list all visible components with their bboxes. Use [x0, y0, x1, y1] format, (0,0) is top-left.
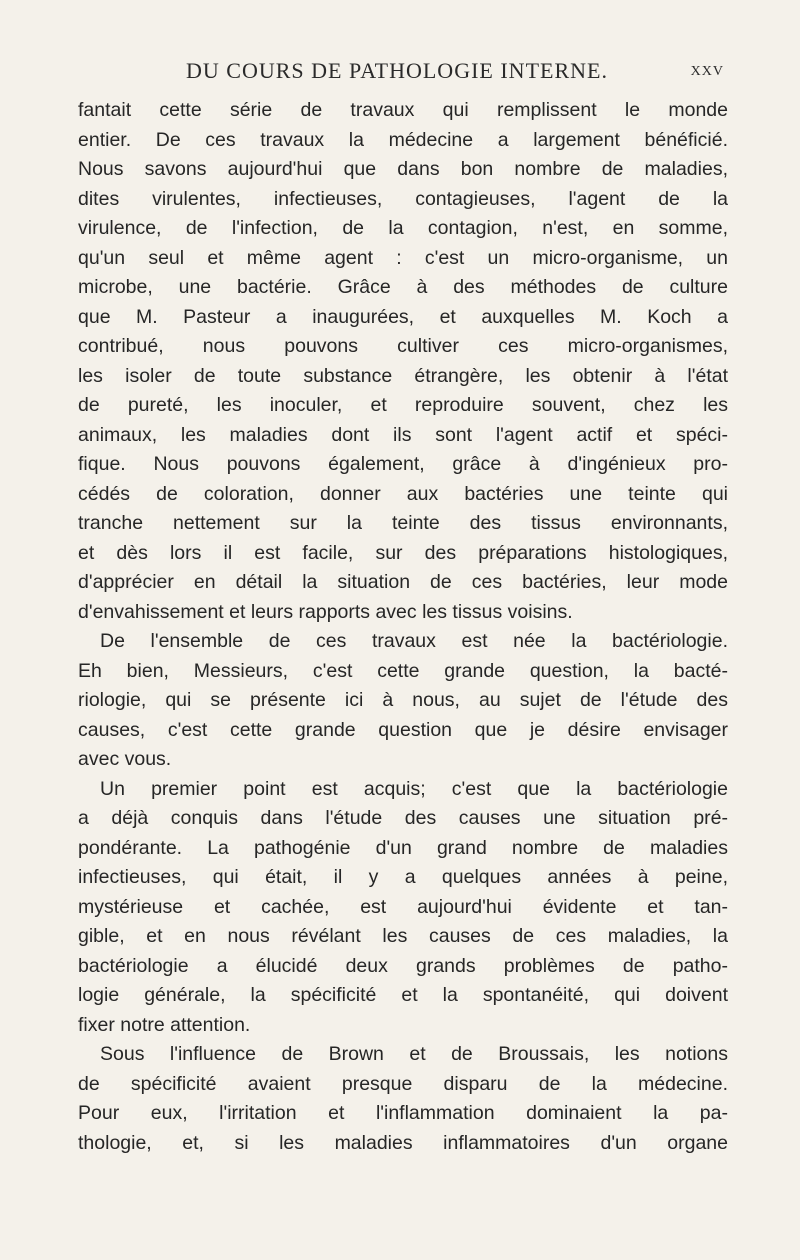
paragraph: [78, 627, 728, 775]
text-line: tranche nettement sur la teinte des tissus environnants,: [78, 512, 728, 534]
text-line: mystérieuse et cachée, est aujourd'hui évidente et tan-: [78, 895, 728, 918]
text-line: dites virulentes, infectieuses, contagieuses, l'agent de la: [78, 187, 728, 210]
text-line: logie générale, la spécificité et la spontanéité, qui doivent: [78, 984, 728, 1006]
paragraph: [78, 1040, 728, 1158]
text-line: d'envahissement et leurs rapports avec les tissus voisins.: [78, 600, 573, 623]
text-line: Sous l'influence de Brown et de Broussais, les notions: [100, 1043, 728, 1065]
text-line: que M. Pasteur a inaugurées, et auxquelles M. Koch a: [78, 305, 728, 328]
text-line: d'apprécier en détail la situation de ces bactéries, leur mode: [78, 571, 728, 593]
text-line: thologie, et, si les maladies inflammatoires d'un organe: [78, 1131, 728, 1154]
paragraph: [78, 775, 728, 1041]
text-line: entier. De ces travaux la médecine a largement bénéficié.: [78, 128, 728, 151]
text-line: de pureté, les inoculer, et reproduire souvent, chez les: [78, 394, 728, 416]
text-line: fixer notre attention.: [78, 1013, 251, 1036]
text-line: contribué, nous pouvons cultiver ces micro-organismes,: [78, 335, 728, 357]
text-line: fique. Nous pouvons également, grâce à d'ingénieux pro-: [78, 453, 728, 475]
text-line: a déjà conquis dans l'étude des causes une situation pré-: [78, 807, 728, 829]
text-line: gible, et en nous révélant les causes de ces maladies, la: [78, 925, 728, 947]
text-line: animaux, les maladies dont ils sont l'agent actif et spéci-: [78, 423, 728, 446]
text-line: qu'un seul et même agent : c'est un micro-organisme, un: [78, 246, 728, 269]
text-line: microbe, une bactérie. Grâce à des méthodes de culture: [78, 276, 728, 298]
text-line: avec vous.: [78, 748, 172, 770]
text-line: cédés de coloration, donner aux bactéries une teinte qui: [78, 482, 728, 505]
text-line: Pour eux, l'irritation et l'inflammation dominaient la pa-: [78, 1102, 728, 1124]
text-line: fantait cette série de travaux qui remplissent le monde: [78, 99, 728, 121]
paragraph: [78, 96, 728, 627]
page-number: XXV: [690, 64, 724, 79]
text-line: Eh bien, Messieurs, c'est cette grande question, la bacté-: [78, 659, 728, 682]
text-line: riologie, qui se présente ici à nous, au sujet de l'étude des: [78, 689, 728, 711]
text-line: pondérante. La pathogénie d'un grand nombre de maladies: [78, 836, 728, 859]
text-line: De l'ensemble de ces travaux est née la bactériologie.: [100, 630, 728, 652]
body-text: [78, 96, 728, 1158]
text-line: infectieuses, qui était, il y a quelques années à peine,: [78, 866, 728, 888]
text-line: causes, c'est cette grande question que je désire envisager: [78, 718, 728, 741]
text-line: virulence, de l'infection, de la contagion, n'est, en somme,: [78, 217, 728, 239]
text-line: Nous savons aujourd'hui que dans bon nombre de maladies,: [78, 158, 728, 180]
text-line: et dès lors il est facile, sur des préparations histologiques,: [78, 541, 728, 564]
text-line: Un premier point est acquis; c'est que la bactériologie: [100, 777, 728, 800]
header-title: DU COURS DE PATHOLOGIE INTERNE.: [186, 58, 608, 83]
text-line: les isoler de toute substance étrangère, les obtenir à l'état: [78, 364, 728, 387]
running-header: [70, 56, 724, 86]
text-line: de spécificité avaient presque disparu de la médecine.: [78, 1072, 728, 1095]
text-line: bactériologie a élucidé deux grands problèmes de patho-: [78, 954, 728, 977]
